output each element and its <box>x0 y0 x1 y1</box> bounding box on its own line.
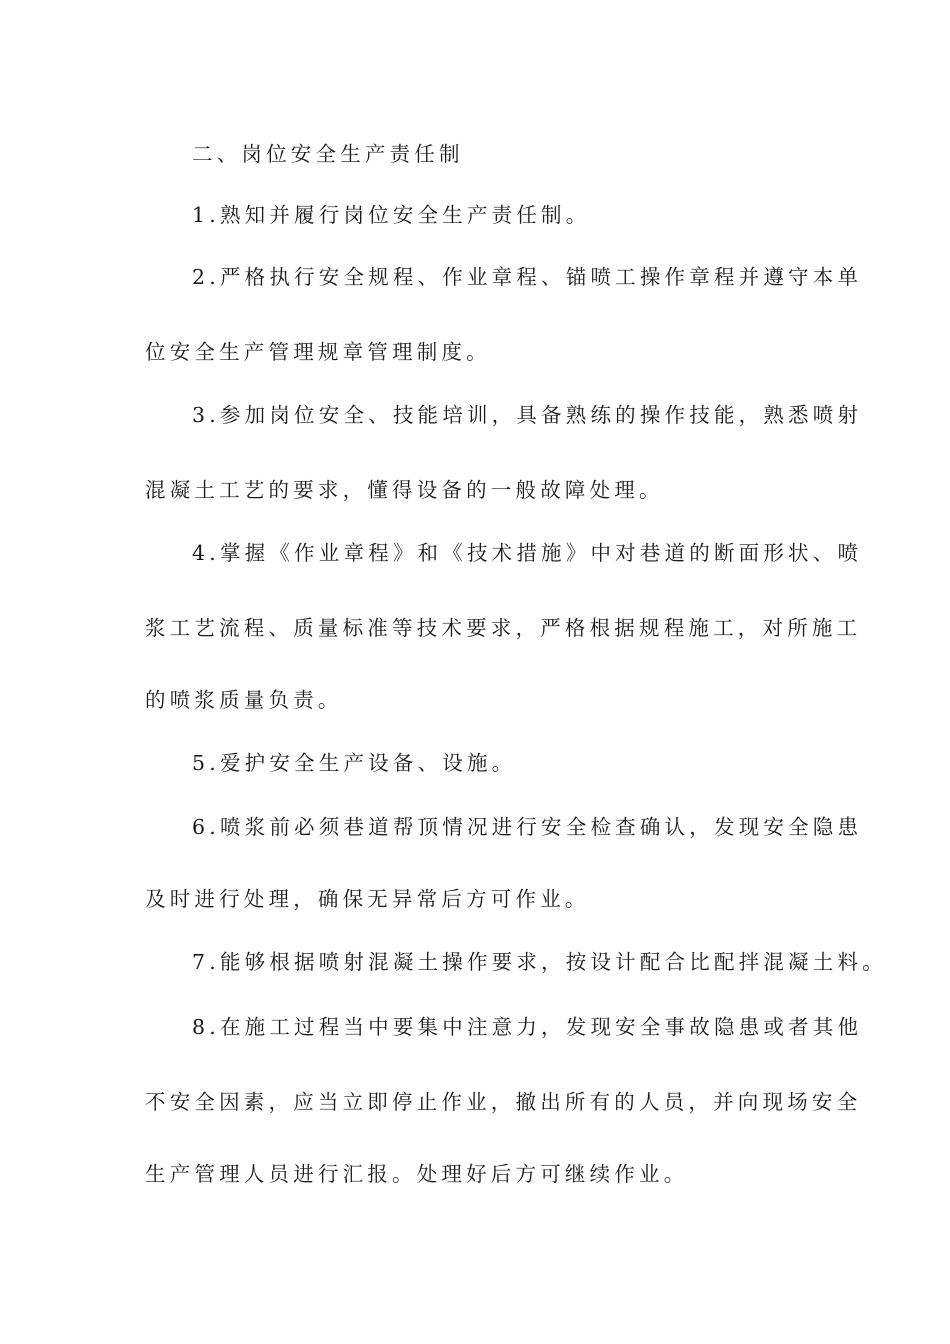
item-2-line-1: 2.严格执行安全规程、作业章程、锚喷工操作章程并遵守本单 <box>192 265 863 289</box>
section-heading: 二、岗位安全生产责任制 <box>192 142 464 166</box>
item-8-line-2: 不安全因素，应当立即停止作业，撤出所有的人员，并向现场安全 <box>145 1090 862 1114</box>
item-8-line-3: 生产管理人员进行汇报。处理好后方可继续作业。 <box>145 1162 689 1186</box>
item-7-line-1: 7.能够根据喷射混凝土操作要求，按设计配合比配拌混凝土料。 <box>192 950 887 974</box>
item-4-line-1: 4.掌握《作业章程》和《技术措施》中对巷道的断面形状、喷 <box>192 541 863 565</box>
item-4-line-3: 的喷浆质量负责。 <box>145 688 343 712</box>
item-3-line-1: 3.参加岗位安全、技能培训，具备熟练的操作技能，熟悉喷射 <box>192 403 863 427</box>
item-8-line-1: 8.在施工过程当中要集中注意力，发现安全事故隐患或者其他 <box>192 1015 863 1039</box>
item-3-line-2: 混凝土工艺的要求，懂得设备的一般故障处理。 <box>145 478 664 502</box>
item-4-line-2: 浆工艺流程、质量标准等技术要求，严格根据规程施工，对所施工 <box>145 616 862 640</box>
item-5-line-1: 5.爱护安全生产设备、设施。 <box>192 751 517 775</box>
item-2-line-2: 位安全生产管理规章管理制度。 <box>145 340 491 364</box>
item-1-line-1: 1.熟知并履行岗位安全生产责任制。 <box>192 203 591 227</box>
item-6-line-2: 及时进行处理，确保无异常后方可作业。 <box>145 887 590 911</box>
item-6-line-1: 6.喷浆前必须巷道帮顶情况进行安全检查确认，发现安全隐患 <box>192 815 863 839</box>
